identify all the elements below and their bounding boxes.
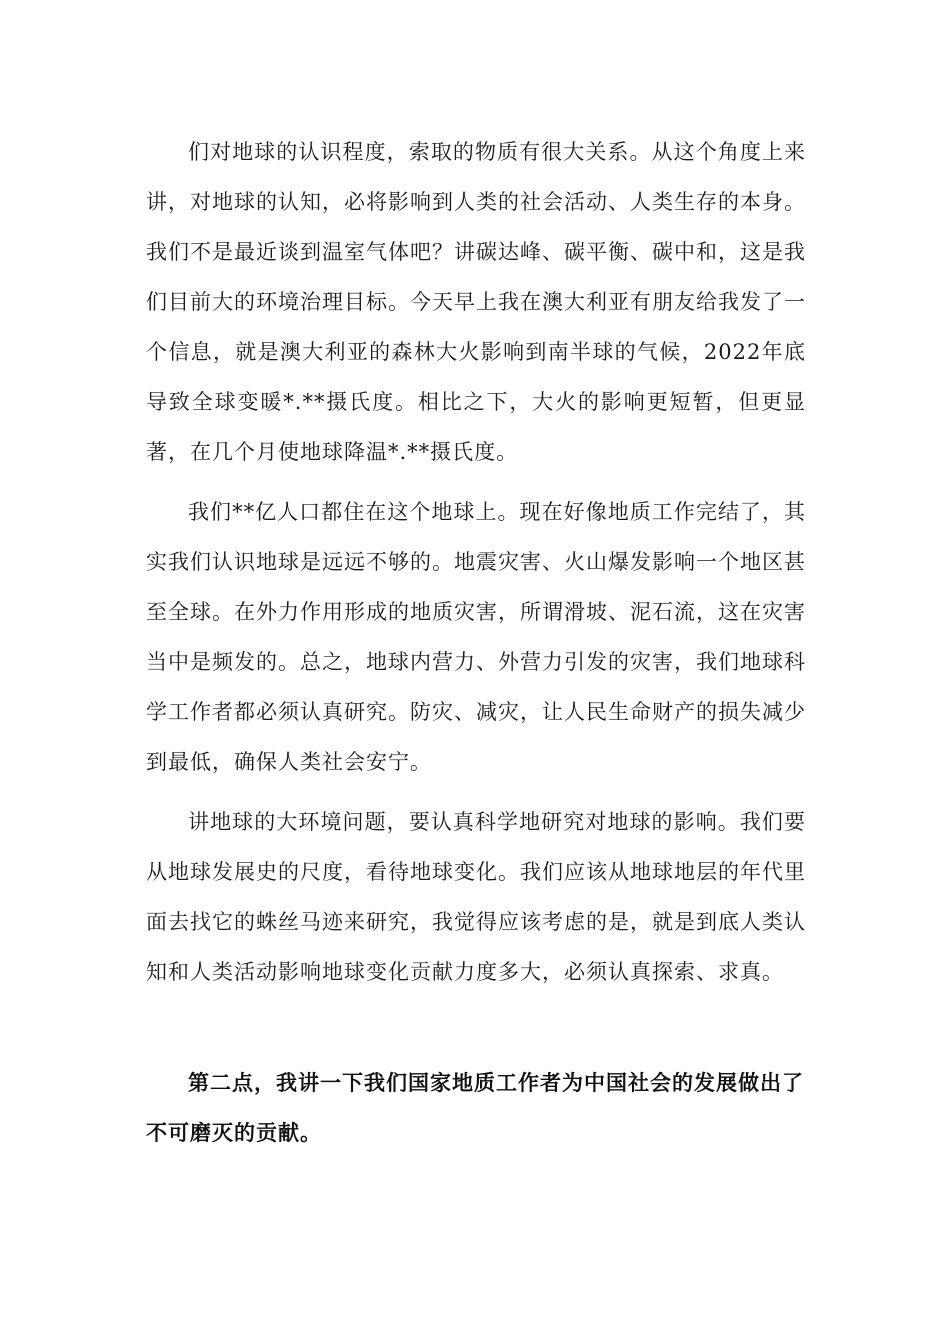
paragraph-1: 们对地球的认识程度，索取的物质有很大关系。从这个角度上来讲，对地球的认知，必将影响到人类的社会活动、人类生存的本身。我们不是最近谈到温室气体吧？讲碳达峰、碳平衡、碳中和，这是我们目前大的环境治理目标。今天早上我在澳大利亚有朋友给我发了一个信息，就是澳大利亚的森林大火影响到南半球的气候，2022年底导致全球变暖*.**摄氏度。相比之下，大火的影响更短暂，但更显著，在几个月使地球降温*.**摄氏度。 (146, 140, 806, 464)
paragraph-3: 讲地球的大环境问题，要认真科学地研究对地球的影响。我们要从地球发展史的尺度，看待地球变化。我们应该从地球地层的年代里面去找它的蛛丝马迹来研究，我觉得应该考虑的是，就是到底人类认知和人类活动影响地球变化贡献力度多大，必须认真探索、求真。 (146, 810, 806, 984)
paragraph-1-block (146, 127, 806, 477)
paragraph-2: 我们**亿人口都住在这个地球上。现在好像地质工作完结了，其实我们认识地球是远远不够的。地震灾害、火山爆发影响一个地区甚至全球。在外力作用形成的地质灾害，所谓滑坡、泥石流，这在灾害当中是频发的。总之，地球内营力、外营力引发的灾害，我们地球科学工作者都必须认真研究。防灾、减灾，让人民生命财产的损失减少到最低，确保人类社会安宁。 (146, 500, 806, 774)
section-heading: 第二点，我讲一下我们国家地质工作者为中国社会的发展做出了不可磨灭的贡献。 (146, 1070, 804, 1145)
paragraph-3-block (146, 797, 806, 997)
paragraph-2-block (146, 487, 806, 787)
section-heading-block (146, 1058, 806, 1158)
